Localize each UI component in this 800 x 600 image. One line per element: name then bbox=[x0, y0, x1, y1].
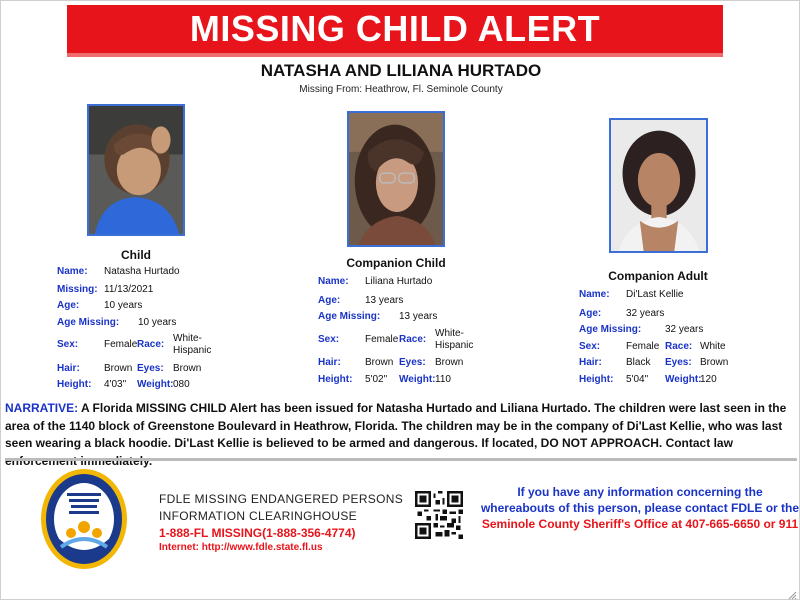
companion-adult-race: White bbox=[700, 341, 726, 352]
companion-adult-race-label: Race: bbox=[665, 341, 693, 352]
companion-child-race-label: Race: bbox=[399, 334, 427, 345]
companion-child-age-missing-label: Age Missing: bbox=[318, 311, 381, 322]
child-race: White-Hispanic bbox=[173, 333, 212, 356]
companion-adult-age: 32 years bbox=[626, 308, 665, 319]
child-hair: Brown bbox=[104, 363, 133, 374]
child-name-label: Name: bbox=[57, 266, 88, 277]
companion-child-hair: Brown bbox=[365, 357, 394, 368]
companion-child-eyes-label: Eyes: bbox=[399, 357, 426, 368]
companion-child-age-missing: 13 years bbox=[399, 311, 438, 322]
companion-child-height-label: Height: bbox=[318, 374, 353, 385]
banner-title: MISSING CHILD ALERT bbox=[189, 8, 601, 49]
companion-adult-weight: 120 bbox=[700, 374, 717, 385]
companion-child-name-label: Name: bbox=[318, 276, 349, 287]
companion-child-hair-label: Hair: bbox=[318, 357, 341, 368]
companion-adult-sex: Female bbox=[626, 341, 660, 352]
companion-child-age: 13 years bbox=[365, 295, 404, 306]
narrative-text: A Florida MISSING CHILD Alert has been issued for Natasha Hurtado and Liliana Hurtado. The children were last seen in the area of the 1140 block of Greenstone Boulevard in Heathrow, Florida. The children may be in the company of Di'Last Kellie, who was last seen wearing a black hoodie. Di'Last Kellie is believed to be armed and dangerous. If located, DO NOT APPROACH. Contact law bbox=[5, 401, 787, 450]
companion-child-sex-label: Sex: bbox=[318, 334, 340, 345]
child-eyes-label: Eyes: bbox=[137, 363, 164, 374]
companion-adult-height-label: Height: bbox=[579, 374, 614, 385]
child-eyes: Brown bbox=[173, 363, 202, 374]
child-age-label: Age: bbox=[57, 300, 80, 311]
companion-adult-age-missing-label: Age Missing: bbox=[579, 324, 642, 335]
child-section-title: Child bbox=[121, 248, 151, 262]
companion-adult-weight-label: Weight: bbox=[665, 374, 702, 385]
fdle-website-link[interactable]: Internet: http://www.fdle.state.fl.us bbox=[159, 542, 323, 553]
missing-location: Missing From: Heathrow, Fl. Seminole County bbox=[299, 84, 503, 95]
resize-grip-icon[interactable] bbox=[787, 587, 797, 597]
alert-banner bbox=[67, 5, 723, 57]
companion-adult-eyes: Brown bbox=[700, 357, 729, 368]
child-height-label: Height: bbox=[57, 379, 92, 390]
child-height: 4'03" bbox=[104, 379, 127, 390]
child-age-missing: 10 years bbox=[138, 317, 177, 328]
companion-child-section-title: Companion Child bbox=[346, 256, 446, 270]
companion-adult-hair-label: Hair: bbox=[579, 357, 602, 368]
contact-line3: Seminole County Sheriff's Office at 407-665-6650 or 911 bbox=[481, 517, 799, 531]
child-hair-label: Hair: bbox=[57, 363, 80, 374]
clearinghouse-name-line1: FDLE MISSING ENDANGERED PERSONS bbox=[159, 492, 404, 506]
hotline-phone: 1-888-FL MISSING(1-888-356-4774) bbox=[159, 526, 356, 540]
child-age-missing-label: Age Missing: bbox=[57, 317, 120, 328]
companion-adult-photo bbox=[609, 118, 708, 253]
child-name: Natasha Hurtado bbox=[104, 266, 180, 277]
fdle-seal-logo bbox=[39, 467, 129, 571]
section-divider bbox=[5, 458, 797, 461]
companion-child-weight-label: Weight: bbox=[399, 374, 436, 385]
clearinghouse-name-line2: INFORMATION CLEARINGHOUSE bbox=[159, 509, 357, 523]
companion-child-weight: 110 bbox=[435, 374, 451, 385]
contact-line2: whereabouts of this person, please contact FDLE or the bbox=[480, 501, 800, 515]
companion-child-eyes: Brown bbox=[435, 357, 464, 368]
companion-child-height: 5'02" bbox=[365, 374, 388, 385]
companion-child-sex: Female bbox=[365, 334, 399, 345]
child-race-label: Race: bbox=[137, 339, 165, 350]
companion-adult-sex-label: Sex: bbox=[579, 341, 601, 352]
child-weight-label: Weight: bbox=[137, 379, 174, 390]
child-missing-label: Missing: bbox=[57, 284, 98, 295]
companion-child-name: Liliana Hurtado bbox=[365, 276, 433, 287]
child-missing-date: 11/13/2021 bbox=[104, 284, 154, 295]
companion-adult-name: Di'Last Kellie bbox=[626, 289, 684, 300]
narrative-label: NARRATIVE: bbox=[5, 401, 79, 415]
companion-child-race: White-Hispanic bbox=[435, 328, 474, 351]
child-age: 10 years bbox=[104, 300, 143, 311]
companion-adult-age-missing: 32 years bbox=[665, 324, 704, 335]
companion-adult-eyes-label: Eyes: bbox=[665, 357, 692, 368]
page-title: NATASHA AND LILIANA HURTADO bbox=[260, 61, 542, 80]
companion-child-age-label: Age: bbox=[318, 295, 341, 306]
companion-adult-age-label: Age: bbox=[579, 308, 602, 319]
companion-adult-height: 5'04" bbox=[626, 374, 649, 385]
contact-line1: If you have any information concerning the bbox=[517, 485, 763, 499]
companion-adult-section-title: Companion Adult bbox=[608, 269, 708, 283]
companion-adult-hair: Black bbox=[626, 357, 651, 368]
companion-child-photo bbox=[347, 111, 445, 247]
child-sex: Female bbox=[104, 339, 138, 350]
contact-info bbox=[479, 484, 800, 532]
qr-code bbox=[415, 491, 463, 539]
child-photo bbox=[87, 104, 185, 236]
companion-adult-name-label: Name: bbox=[579, 289, 610, 300]
child-weight: 080 bbox=[173, 379, 190, 390]
child-sex-label: Sex: bbox=[57, 339, 79, 350]
